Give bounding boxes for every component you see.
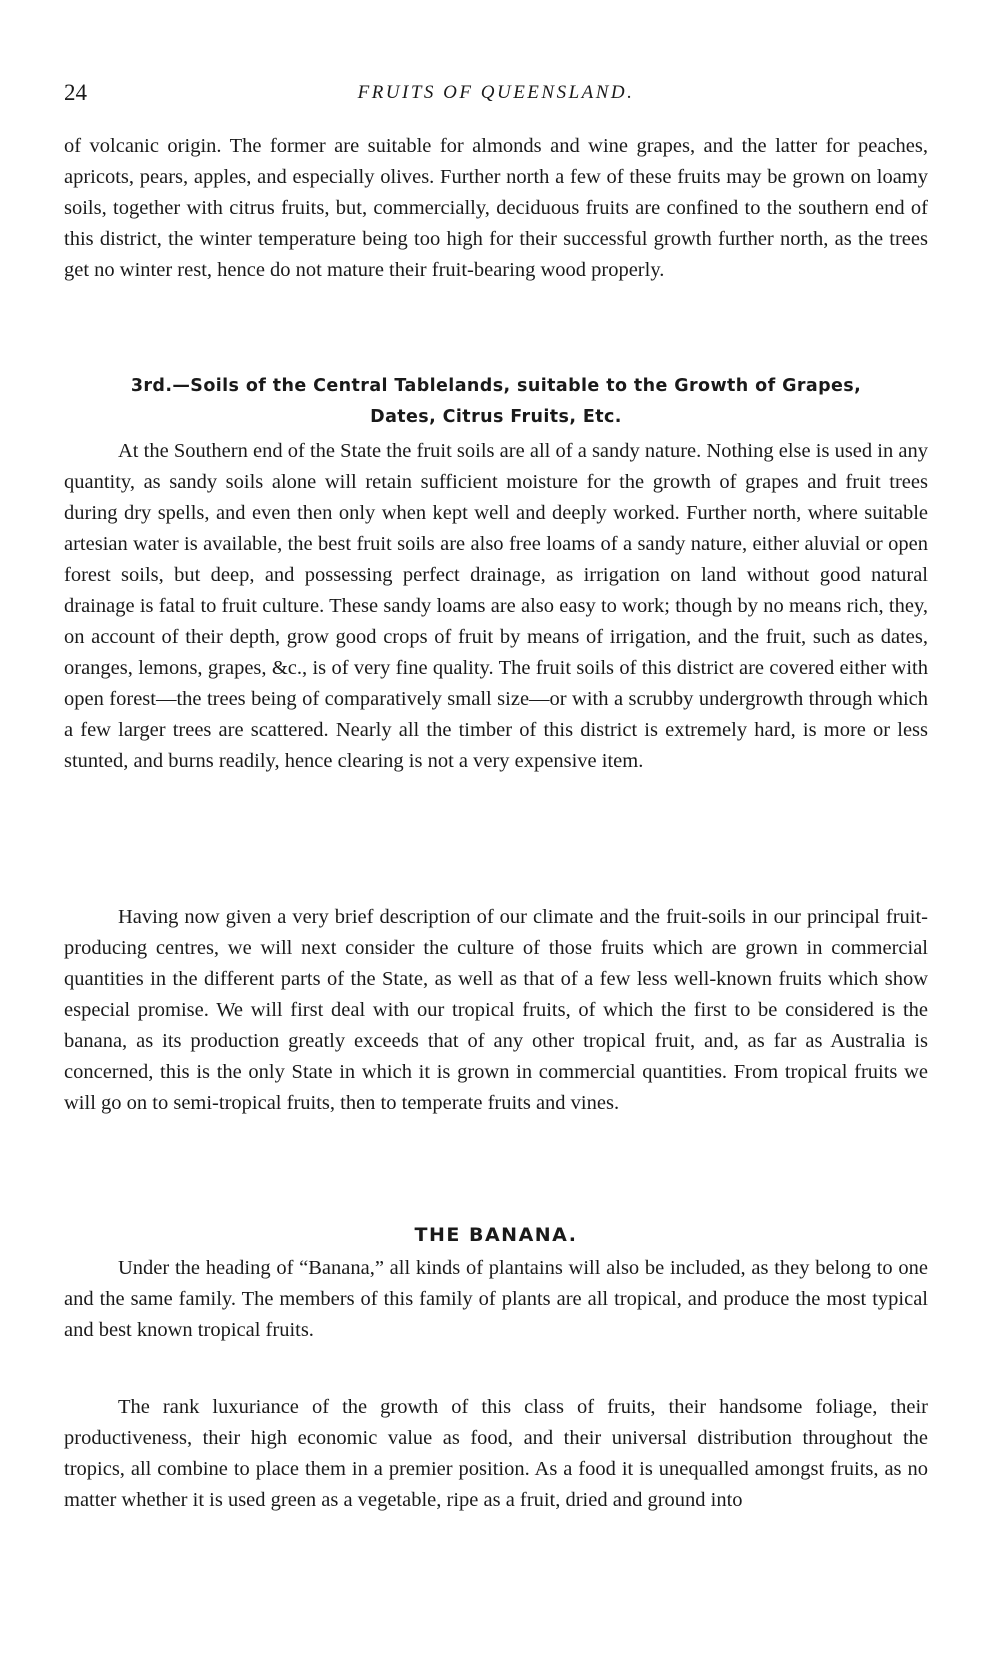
subheading-line-1: 3rd.—Soils of the Central Tablelands, suitable to the Growth of Grapes, <box>130 376 862 396</box>
subheading-line-2: Dates, Citrus Fruits, Etc. <box>370 407 622 427</box>
paragraph-volcanic-soils: of volcanic origin. The former are suitable for almonds and wine grapes, and the latter for peaches, apricots, pears, apples, and especially olives. Further north a few of these fruits may be grown on loamy soils, together with citrus fruits, but, commercially, deciduous fruits are confined to the southern end of this district, the winter temperature being too high for their successful growth further north, as the trees get no winter rest, hence do not mature their fruit-bearing wood properly. <box>64 135 928 281</box>
paragraph-banana-heading: Under the heading of “Banana,” all kinds of plantains will also be included, as they belong to one and the same family. The members of this family of plants are all tropical, and produce the most typical and best known tropical fruits. <box>64 1257 928 1341</box>
paragraph-culture-overview: Having now given a very brief description of our climate and the fruit-soils in our principal fruit-producing centres, we will next consider the culture of those fruits which are grown in commercial quantities in the different parts of the State, as well as that of a few less well-known fruits which show especial promise. We will first deal with our tropical fruits, of which the first to be considered is the banana, as its production greatly exceeds that of any other tropical fruit, and, as far as Australia is concerned, this is the only State in which it is grown in commercial quantities. From tropical fruits we will go on to semi-tropical fruits, then to temperate fruits and vines. <box>64 906 928 1114</box>
paragraph-southern-fruit-soils: At the Southern end of the State the fruit soils are all of a sandy nature. Nothing else is used in any quantity, as sandy soils alone will retain sufficient moisture for the growth of grapes and fruit trees during dry spells, and even then only when kept well and deeply worked. Further north, where suitable artesian water is available, the best fruit soils are also free loams of a sandy nature, either aluvial or open forest soils, but deep, and possessing perfect drainage, as irrigation on land without good natural drainage is fatal to fruit culture. These sandy loams are also easy to work; though by no means rich, they, on account of their depth, grow good crops of fruit by means of irrigation, and the fruit, such as dates, oranges, lemons, grapes, &c., is of very fine quality. The fruit soils of this district are covered either with open forest—the trees being of comparatively small size—or with a scrubby undergrowth through which a few larger trees are scattered. Nearly all the timber of this district is extremely hard, is more or less stunted, and burns readily, hence clearing is not a very expensive item. <box>64 440 928 772</box>
subheading-central-tablelands <box>64 371 928 433</box>
running-title: FRUITS OF QUEENSLAND. <box>357 82 635 103</box>
paragraph-banana-luxuriance: The rank luxuriance of the growth of this class of fruits, their handsome foliage, their productiveness, their high economic value as food, and their universal distribution throughout the tropics, all combine to place them in a premier position. As a food it is unequalled amongst fruits, as no matter whether it is used green as a vegetable, ripe as a fruit, dried and ground into <box>64 1396 928 1511</box>
section-heading-banana: THE BANANA. <box>414 1224 578 1246</box>
page-number: 24 <box>64 80 87 105</box>
running-head <box>64 78 928 108</box>
